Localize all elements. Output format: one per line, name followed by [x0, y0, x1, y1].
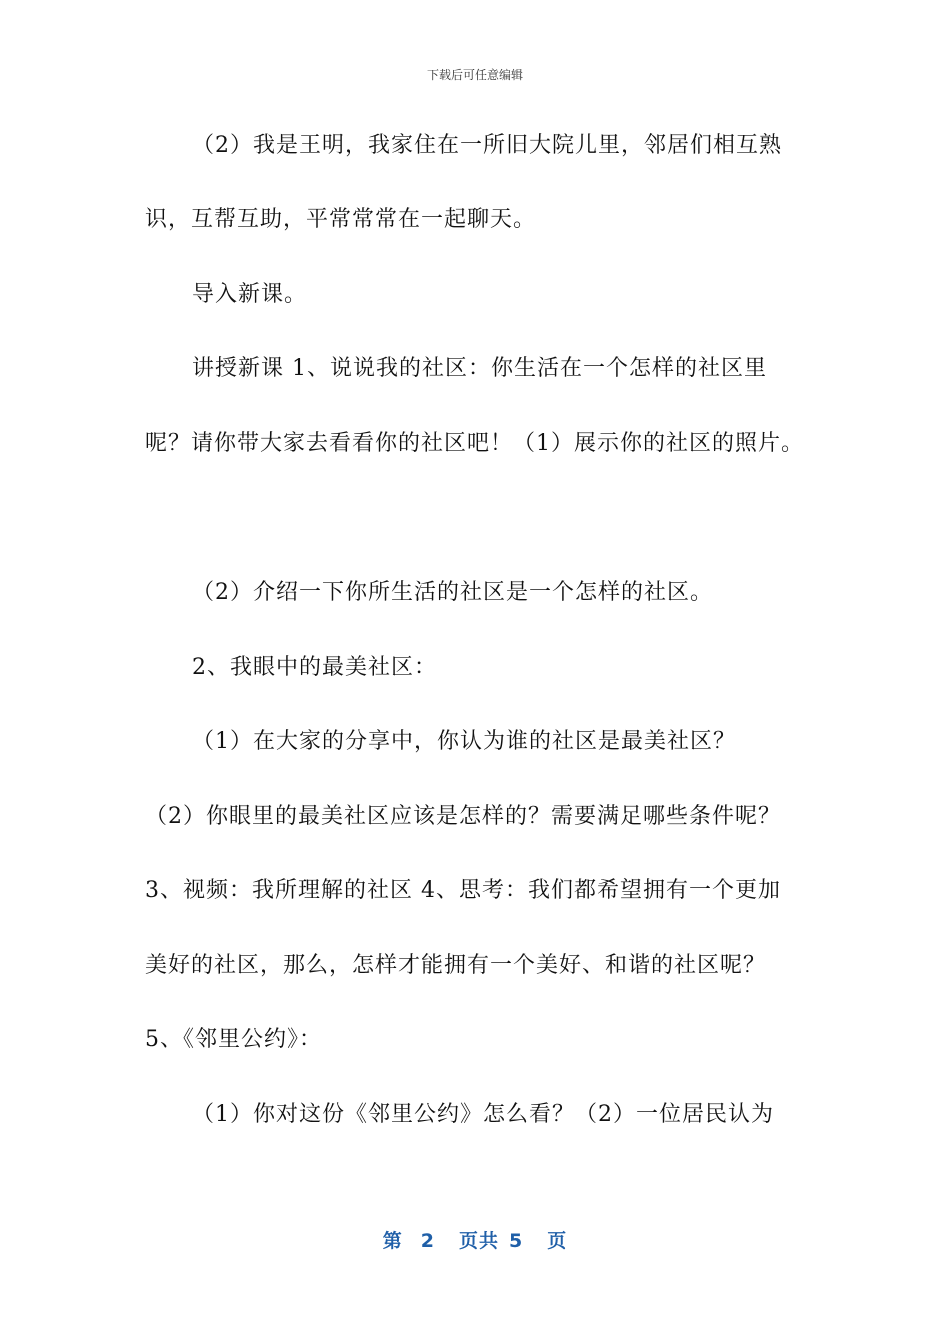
paragraph-line-9: （2）你眼里的最美社区应该是怎样的？需要满足哪些条件呢？ [145, 804, 781, 829]
paragraph-line-12: 5、《邻里公约》： [145, 1027, 322, 1052]
page-header: 下载后可任意编辑 [426, 68, 523, 82]
page-mid: 页共 [458, 1230, 499, 1252]
page-current: 2 [420, 1230, 435, 1252]
paragraph-line-4: 讲授新课 1、说说我的社区：你生活在一个怎样的社区里 [192, 356, 767, 381]
paragraph-line-3: 导入新课。 [192, 282, 308, 307]
paragraph-line-11: 美好的社区，那么，怎样才能拥有一个美好、和谐的社区呢？ [145, 953, 767, 978]
paragraph-line-2: 识，互帮互助，平常常常在一起聊天。 [145, 207, 537, 232]
paragraph-line-7: 2、我眼中的最美社区： [192, 655, 437, 680]
paragraph-line-13: （1）你对这份《邻里公约》怎么看？（2）一位居民认为 [192, 1102, 774, 1127]
paragraph-line-1: （2）我是王明，我家住在一所旧大院儿里，邻居们相互熟 [192, 133, 782, 158]
paragraph-line-6: （2）介绍一下你所生活的社区是一个怎样的社区。 [192, 580, 713, 605]
page-suffix: 页 [547, 1230, 568, 1252]
page-total: 5 [509, 1230, 524, 1252]
paragraph-line-5: 呢？请你带大家去看看你的社区吧！（1）展示你的社区的照片。 [145, 431, 804, 456]
paragraph-line-8: （1）在大家的分享中，你认为谁的社区是最美社区？ [192, 729, 736, 754]
page-prefix: 第 [382, 1230, 403, 1252]
page-footer [0, 1226, 950, 1253]
paragraph-line-10: 3、视频：我所理解的社区 4、思考：我们都希望拥有一个更加 [145, 878, 781, 903]
